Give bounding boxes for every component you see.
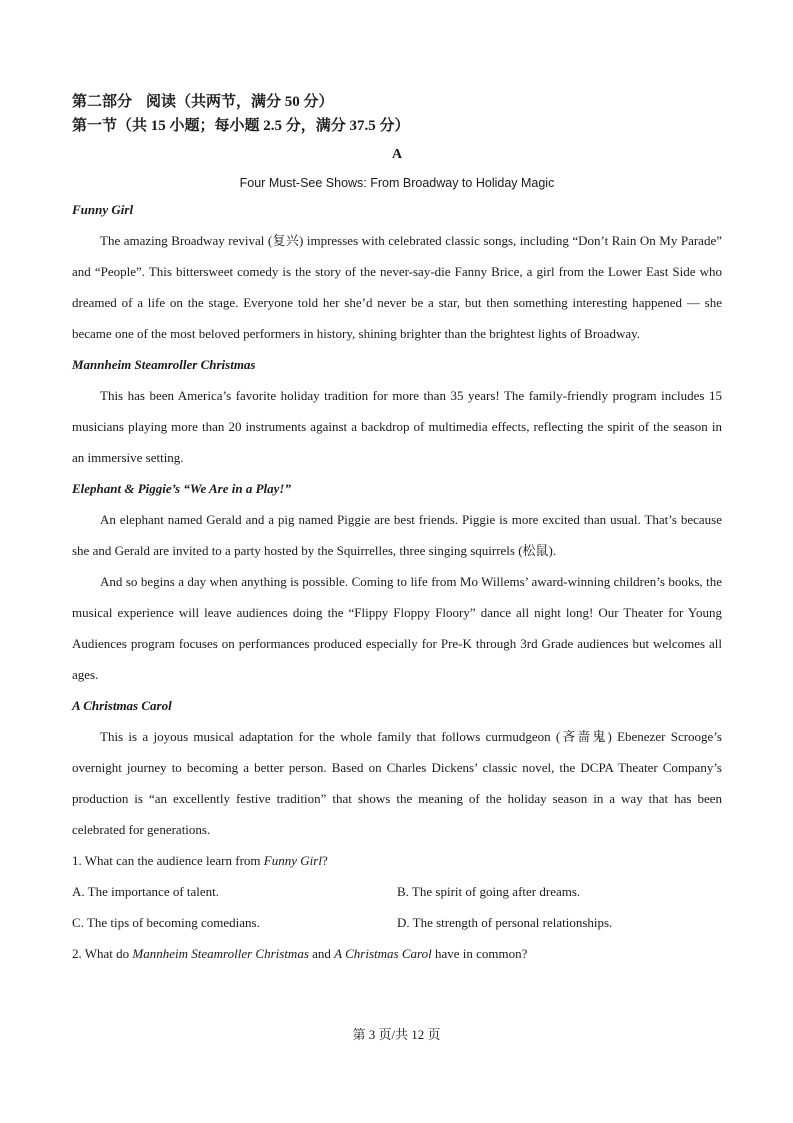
paragraph-christmas-carol: This is a joyous musical adaptation for the whole family that follows curmudgeon (吝啬鬼) Ebenezer Scrooge’s overnight journey to becoming a better person. Based on Charles Dickens’ classic novel, the DCPA Theater Company’s production is “an excellently festive tradition” that shows the meaning of the holiday season in a way that has been celebrated for generations.	[72, 729, 722, 837]
option-b[interactable]: B. The spirit of going after dreams.	[397, 884, 581, 899]
question-1-options-row-1	[72, 876, 722, 907]
option-c[interactable]: C. The tips of becoming comedians.	[72, 915, 260, 930]
show-title-christmas-carol: A Christmas Carol	[72, 698, 172, 713]
part-title: 阅读（共两节，满分 50 分）	[146, 94, 334, 110]
question-2-title-2: A Christmas Carol	[334, 946, 432, 961]
page-footer: 第 3 页/共 12 页	[352, 1027, 441, 1042]
part-heading	[72, 90, 722, 114]
question-1-options-row-2	[72, 907, 722, 938]
question-1-suffix: ?	[321, 853, 328, 868]
option-a[interactable]: A. The importance of talent.	[72, 884, 220, 899]
question-2-prefix: 2. What do	[72, 946, 133, 961]
question-2-title-1: Mannheim Steamroller Christmas	[132, 946, 309, 961]
paragraph-funny-girl: The amazing Broadway revival (复兴) impresses with celebrated classic songs, including “Don’t Rain On My Parade” and “People”. This bittersweet comedy is the story of the never-say-die Fanny Brice, a girl from the Lower East Side who dreamed of a life on the stage. Everyone told her she’d never be a star, but then something interesting happened — she became one of the most beloved performers in history, shining brighter than the brightest lights of Broadway.	[72, 233, 722, 341]
passage-title: Four Must-See Shows: From Broadway to Holiday Magic	[239, 176, 555, 190]
show-title-funny-girl: Funny Girl	[72, 202, 134, 217]
question-2-suffix: have in common?	[431, 946, 528, 961]
paragraph-elephant-piggie-1: An elephant named Gerald and a pig named Piggie are best friends. Piggie is more excited than usual. That’s because she and Gerald are invited to a party hosted by the Squirrelles, three singing squirrels (松鼠).	[72, 512, 722, 558]
question-1-title: Funny Girl	[263, 853, 322, 868]
option-d[interactable]: D. The strength of personal relationships.	[397, 915, 613, 930]
part-label: 第二部分	[72, 94, 133, 110]
question-2	[72, 938, 722, 969]
question-1	[72, 845, 722, 876]
question-1-prefix: 1. What can the audience learn from	[72, 853, 264, 868]
show-title-elephant-piggie: Elephant & Piggie’s “We Are in a Play!”	[72, 481, 291, 496]
paragraph-elephant-piggie-2: And so begins a day when anything is possible. Coming to life from Mo Willems’ award-winning children’s books, the musical experience will leave audiences doing the “Flippy Floppy Floory” dance all night long! Our Theater for Young Audiences program focuses on performances produced especially for Pre-K through 3rd Grade audiences but welcomes all ages.	[72, 574, 722, 682]
show-title-mannheim: Mannheim Steamroller Christmas	[72, 357, 256, 372]
question-2-middle: and	[308, 946, 335, 961]
section-heading: 第一节（共 15 小题；每小题 2.5 分，满分 37.5 分）	[72, 118, 410, 134]
passage-letter: A	[391, 147, 403, 162]
paragraph-mannheim: This has been America’s favorite holiday tradition for more than 35 years! The family-friendly program includes 15 musicians playing more than 20 instruments against a backdrop of multimedia effects, reflecting the spirit of the season in an immersive setting.	[72, 388, 722, 465]
document-page	[72, 90, 722, 969]
